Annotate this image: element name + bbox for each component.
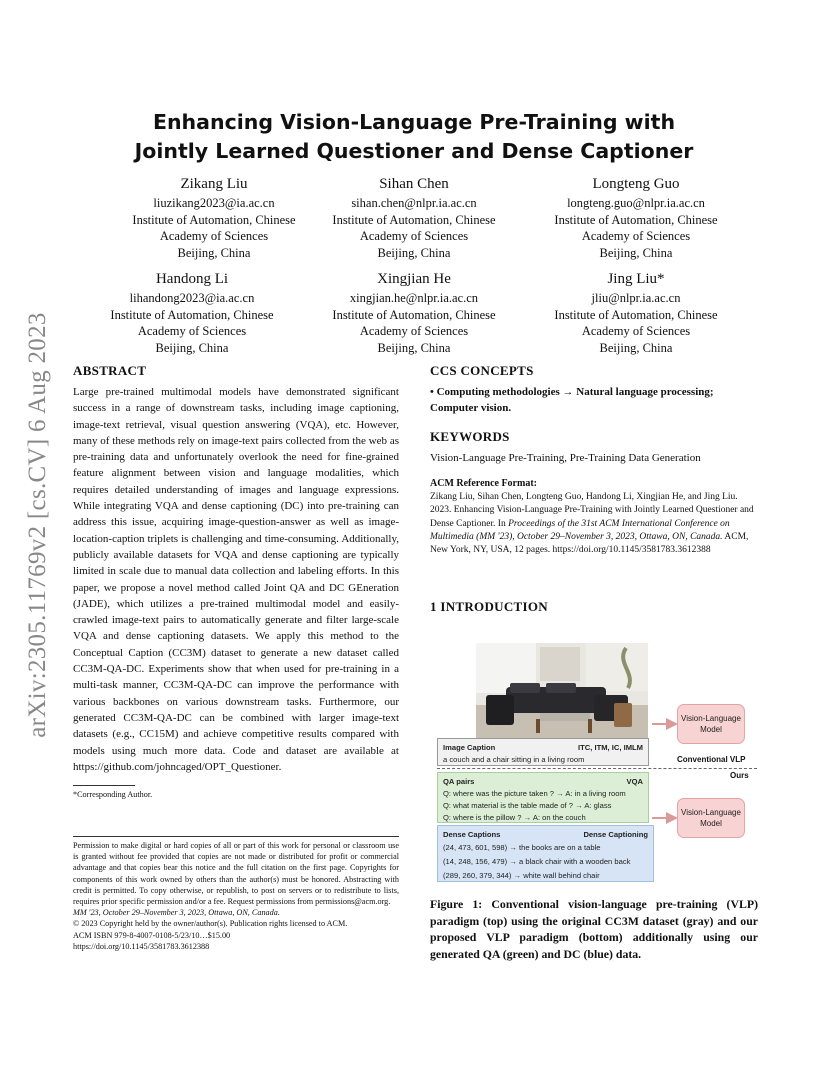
author-email[interactable]: sihan.chen@nlpr.ia.ac.cn	[351, 196, 477, 210]
author-email[interactable]: xingjian.he@nlpr.ia.ac.cn	[349, 291, 479, 305]
acm-ref-heading: ACM Reference Format:	[430, 478, 537, 489]
author-name: Xingjian He	[377, 271, 451, 287]
permission-copyright: © 2023 Copyright held by the owner/author(s). Publication rights licensed to ACM.	[73, 919, 348, 929]
permission-text: Permission to make digital or hard copies of all or part of this work for personal or classroom use is granted without fee provided that copies are not made or distributed for profit or commercial advantage and that copies bear this notice and the full citation on the first page. Copyrights for components of this work owned by others than the author(s) must be honored. Abstracting with credit is permitted. To copy otherwise, or republish, to post on servers or to redistribute to lists, requires prior specific permission and/or a fee. Request permissions from permissions@acm.org.	[73, 841, 399, 907]
acm-ref-doi[interactable]: ACM, New York, NY, USA, 12 pages. https://doi.org/10.1145/3581783.3612388	[430, 531, 749, 556]
author-location: Beijing, China	[599, 245, 673, 260]
author-block	[521, 175, 751, 261]
author-affiliation: Academy of Sciences	[581, 229, 691, 243]
author-block	[299, 270, 529, 356]
living-room-photo	[476, 643, 648, 739]
dc-label: Dense Captions	[443, 830, 501, 839]
dc-line: (289, 260, 379, 344) → white wall behind chair	[443, 871, 600, 880]
figure-caption: Figure 1: Conventional vision-language pre-training (VLP) paradigm (top) using the original CC3M dataset (gray) and our proposed VLP paradigm (bottom) additionally using our generated QA (green) and DC (blue) data.	[430, 897, 758, 961]
acm-ref-text: Zikang Liu, Sihan Chen, Longteng Guo, Handong Li, Xingjian He, and Jing Liu. 2023. Enhancing Vision-Language Pre-Training with Jointly Learned Questioner and Dense Captioner. In	[430, 492, 754, 529]
image-caption-header	[443, 742, 643, 754]
author-affiliation: Institute of Automation, Chinese	[554, 212, 718, 227]
ccs-section	[430, 362, 758, 417]
author-affiliation: Institute of Automation, Chinese	[554, 307, 718, 322]
conventional-vlp-label: Conventional VLP	[677, 755, 746, 764]
vlm-box-top: Vision-Language Model	[677, 704, 745, 744]
vlm-box-bottom: Vision-Language Model	[677, 798, 745, 838]
author-location: Beijing, China	[599, 340, 673, 355]
dc-line: (24, 473, 601, 598) → the books are on a table	[443, 843, 601, 852]
ccs-heading: CCS CONCEPTS	[430, 363, 534, 378]
permission-doi[interactable]: https://doi.org/10.1145/3581783.3612388	[73, 941, 210, 951]
image-caption-text: a couch and a chair sitting in a living room	[443, 755, 585, 764]
ours-label: Ours	[730, 771, 749, 780]
author-block	[521, 270, 751, 356]
image-caption-box	[437, 738, 649, 766]
dense-captions-box	[437, 825, 654, 882]
author-email[interactable]: liuzikang2023@ia.ac.cn	[153, 196, 275, 210]
footnote: *Corresponding Author.	[73, 790, 153, 799]
dc-task: Dense Captioning	[583, 830, 648, 839]
author-location: Beijing, China	[377, 245, 451, 260]
author-affiliation: Academy of Sciences	[581, 324, 691, 338]
keywords-text: Vision-Language Pre-Training, Pre-Training Data Generation	[430, 452, 701, 464]
author-location: Beijing, China	[177, 245, 251, 260]
author-block	[77, 270, 307, 356]
author-email[interactable]: lihandong2023@ia.ac.cn	[129, 291, 255, 305]
qa-line: Q: where was the picture taken ? → A: in a living room	[443, 789, 626, 798]
author-affiliation: Academy of Sciences	[359, 324, 469, 338]
ccs-text: • Computing methodologies → Natural language processing; Computer vision.	[430, 386, 714, 415]
arxiv-stamp: arXiv:2305.11769v2 [cs.CV] 6 Aug 2023	[24, 312, 51, 738]
paradigm-divider	[437, 768, 757, 769]
author-location: Beijing, China	[155, 340, 229, 355]
acm-reference	[430, 477, 758, 557]
permission-isbn: ACM ISBN 979-8-4007-0108-5/23/10…$15.00	[73, 930, 231, 940]
qa-pairs-box	[437, 772, 649, 823]
permission-notice	[73, 836, 399, 952]
permission-venue: MM '23, October 29–November 3, 2023, Ottawa, ON, Canada.	[73, 908, 280, 918]
author-email[interactable]: jliu@nlpr.ia.ac.cn	[591, 291, 681, 305]
title-line-1: Enhancing Vision-Language Pre-Training with	[152, 110, 676, 134]
qa-line: Q: where is the pillow ? → A: on the couch	[443, 813, 586, 822]
qa-line: Q: what material is the table made of ? → A: glass	[443, 801, 612, 810]
author-affiliation: Institute of Automation, Chinese	[332, 212, 496, 227]
paper-title	[0, 108, 828, 166]
keywords-section	[430, 428, 758, 466]
footnote-rule	[73, 785, 135, 786]
author-affiliation: Academy of Sciences	[159, 229, 269, 243]
acm-ref-venue: Proceedings of the 31st ACM International Conference on Multimedia (MM '23), October 29–November 3, 2023, Ottawa, ON, Canada.	[430, 518, 730, 542]
author-name: Zikang Liu	[180, 176, 248, 192]
author-location: Beijing, China	[377, 340, 451, 355]
author-affiliation: Academy of Sciences	[137, 324, 247, 338]
dc-line: (14, 248, 156, 479) → a black chair with a wooden back	[443, 857, 631, 866]
author-name: Jing Liu*	[607, 271, 665, 287]
acm-ref-body	[430, 491, 758, 557]
author-name: Handong Li	[155, 271, 229, 287]
author-affiliation: Institute of Automation, Chinese	[110, 307, 274, 322]
image-caption-tasks: ITC, ITM, IC, IMLM	[578, 743, 643, 752]
author-name: Longteng Guo	[592, 176, 680, 192]
intro-heading: 1 INTRODUCTION	[430, 599, 548, 614]
abstract-section	[73, 362, 399, 775]
author-name: Sihan Chen	[379, 176, 449, 192]
author-block	[99, 175, 329, 261]
image-caption-label: Image Caption	[443, 743, 496, 752]
author-affiliation: Institute of Automation, Chinese	[132, 212, 296, 227]
title-line-2: Jointly Learned Questioner and Dense Captioner	[134, 139, 694, 163]
author-affiliation: Institute of Automation, Chinese	[332, 307, 496, 322]
author-affiliation: Academy of Sciences	[359, 229, 469, 243]
figure-arrows	[650, 700, 680, 830]
qa-label: QA pairs	[443, 777, 475, 786]
abstract-text: Large pre-trained multimodal models have demonstrated significant success in a range of downstream tasks, including image captioning, image-text retrieval, visual question answering (VQA), etc. However, many of these methods rely on image-text pairs collected from the web as pre-training data and unfortunately overlook the need for fine-grained feature alignment between vision and language modalities, which requires detailed understanding of images and language expressions. While integrating VQA and dense captioning (DC) into pre-training can address this issue, acquiring image-question-answer as well as image-location-caption triplets is challenging and time-consuming. Additionally, publicly available datasets for VQA and dense captioning are typically limited in scale due to manual data collection and labeling efforts. In this paper, we propose a novel method called Joint QA and DC GEneration (JADE), which utilizes a pre-trained multimodal model and easily-crawled image-text pairs to automatically generate and filter large-scale VQA and dense captioning datasets. We apply this method to the Conceptual Caption (CC3M) dataset to generate a new dataset called CC3M-QA-DC. Experiments show that when used for pre-training in a multi-task manner, CC3M-QA-DC can improve the performance with various backbones on various downstream tasks. Furthermore, our generated CC3M-QA-DC can be combined with larger image-text datasets (e.g., CC15M) and achieve competitive results compared with models using much more data. Code and dataset are available at https://github.com/johncaged/OPT_Questioner.	[73, 386, 399, 773]
keywords-heading: KEYWORDS	[430, 429, 510, 444]
abstract-heading: ABSTRACT	[73, 363, 147, 378]
author-block	[299, 175, 529, 261]
qa-task: VQA	[626, 777, 643, 786]
dc-header	[443, 829, 648, 841]
author-email[interactable]: longteng.guo@nlpr.ia.ac.cn	[567, 196, 705, 210]
qa-header	[443, 776, 643, 788]
